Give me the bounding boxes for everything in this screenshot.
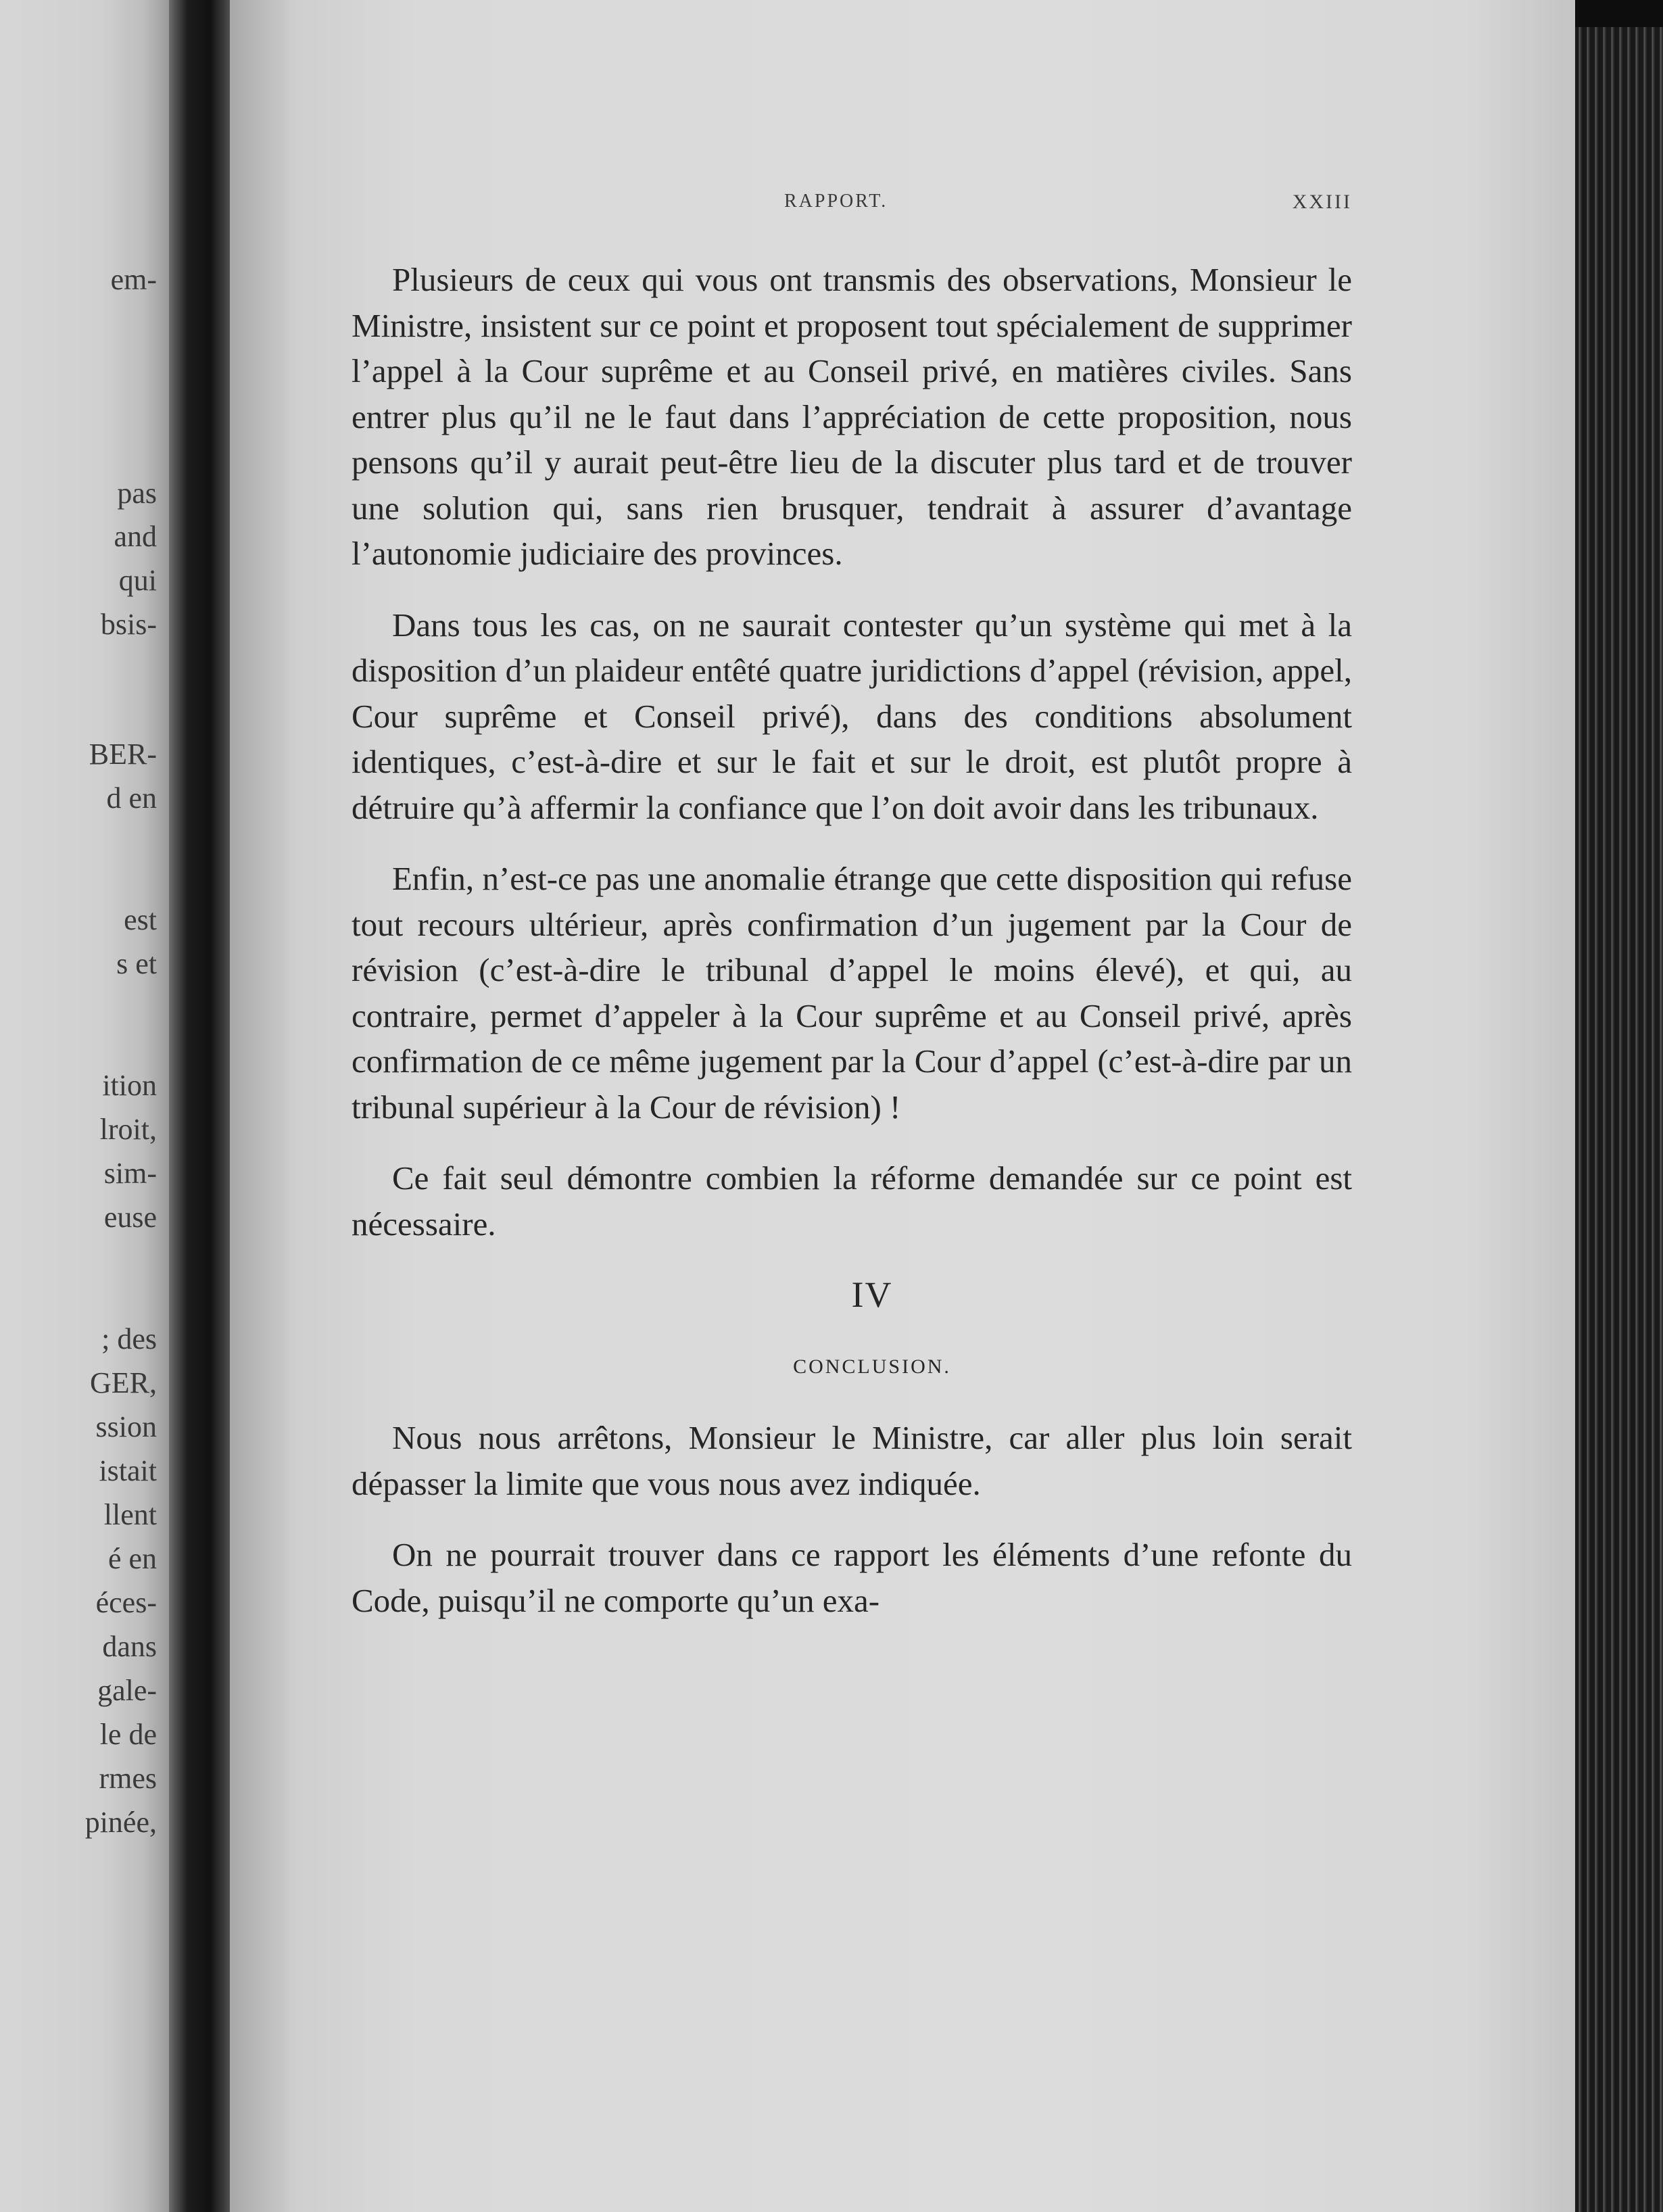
facing-page-fragment: qui	[118, 564, 157, 597]
paragraph: Dans tous les cas, on ne saurait contester qu’un système qui met à la disposition d’un plaideur entêté quatre juridictions d’appel (révision, appel, Cour suprême et Conseil privé), dans des conditions absolument identiques, c’est-à-dire et sur le fait et sur le droit, est plutôt propre à détruire qu’à affermir la confiance que l’on doit avoir dans les tribunaux.	[352, 606, 1352, 826]
body-text	[352, 257, 1352, 1649]
facing-page	[0, 0, 169, 2212]
running-head-title: RAPPORT.	[784, 191, 888, 212]
paragraph: On ne pourrait trouver dans ce rapport les éléments d’une refonte du Code, puisqu’il ne comporte qu’un exa-	[352, 1536, 1352, 1619]
page-edges	[1575, 0, 1663, 2212]
facing-page-fragment: and	[114, 520, 157, 553]
facing-page-fragment: euse	[103, 1201, 157, 1234]
facing-page-fragment: BER-	[89, 738, 157, 771]
facing-page-fragment: gale-	[97, 1674, 157, 1707]
facing-page-fragment: éces-	[95, 1586, 157, 1619]
facing-page-fragment: pas	[117, 477, 157, 510]
page-edges-top	[1575, 0, 1663, 27]
facing-page-fragment: GER,	[90, 1366, 157, 1399]
facing-page-fragment: bsis-	[100, 608, 157, 641]
facing-page-fragment: ition	[102, 1069, 157, 1102]
paragraph: Enfin, n’est-ce pas une anomalie étrange que cette disposition qui refuse tout recours ultérieur, après confirmation d’un jugement par la Cour de révision (c’est-à-dire le tribunal d’appel le moins élevé), et qui, au contraire, permet d’appeler à la Cour suprême et au Conseil privé, après confirmation de ce même jugement par la Cour d’appel (c’est-à-dire par un tribunal supérieur à la Cour de révision) !	[352, 860, 1352, 1126]
facing-page-fragment: est	[124, 903, 157, 936]
facing-page-fragment: ; des	[101, 1322, 157, 1355]
running-head	[365, 191, 1352, 218]
paragraph: Ce fait seul démontre combien la réforme demandée sur ce point est nécessaire.	[352, 1159, 1352, 1243]
page-number: XXIII	[1292, 191, 1352, 213]
facing-page-fragment: ssion	[95, 1410, 157, 1443]
paragraph: Nous nous arrêtons, Monsieur le Ministre, car aller plus loin serait dépasser la limite que vous nous avez indiquée.	[352, 1419, 1352, 1502]
facing-page-fragment: lroit,	[99, 1113, 157, 1146]
facing-page-fragment: é en	[107, 1542, 157, 1575]
facing-page-fragment: dans	[102, 1630, 157, 1663]
facing-page-fragment: istait	[99, 1454, 157, 1487]
facing-page-fragment: s et	[116, 947, 157, 980]
section-number: IV	[851, 1274, 893, 1315]
facing-page-fragment: le de	[99, 1718, 157, 1751]
facing-page-fragment: sim-	[103, 1157, 157, 1190]
facing-page-fragment: em-	[110, 263, 157, 296]
paragraph: Plusieurs de ceux qui vous ont transmis des observations, Monsieur le Ministre, insistent sur ce point et proposent tout spécialement de supprimer l’appel à la Cour suprême et au Conseil privé, en matières civiles. Sans entrer plus qu’il ne le faut dans l’appréciation de cette proposition, nous pensons qu’il y aurait peut-être lieu de la discuter plus tard et de trouver une solution qui, sans rien brusquer, tendrait à assurer d’avantage l’autonomie judiciaire des provinces.	[352, 261, 1352, 572]
facing-page-fragment: rmes	[99, 1762, 157, 1795]
section-title: CONCLUSION.	[793, 1355, 951, 1378]
facing-page-fragment: llent	[103, 1498, 157, 1531]
facing-page-fragment: d en	[106, 782, 157, 815]
facing-page-fragment: pinée,	[85, 1806, 157, 1839]
